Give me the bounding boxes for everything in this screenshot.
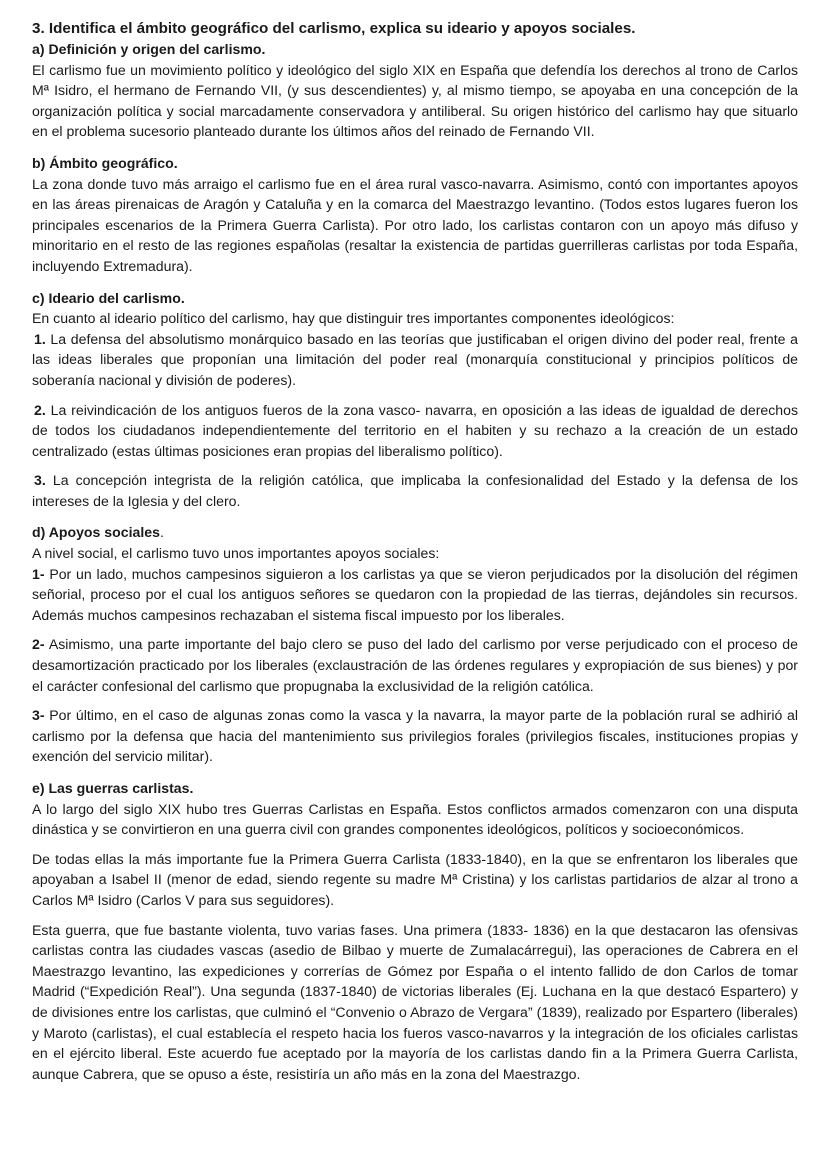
section-c-item-3 — [32, 470, 798, 511]
section-d-heading-tail: . — [159, 524, 164, 541]
section-a-heading: a) Definición y origen del carlismo. — [32, 41, 266, 57]
section-b-heading: b) Ámbito geográfico. — [32, 154, 178, 171]
item-number: 1. — [34, 330, 46, 347]
item-text: La reivindicación de los antiguos fueros de la zona vasco- navarra, en oposición a las ideas de igualdad de derechos de todos los ciudadanos independientemente del territorio en el habiten y su rechazo a la creación de un estado centralizado (estas últimas posiciones eran propias del liberalismo político). — [32, 401, 798, 459]
section-e-paragraph-1: A lo largo del siglo XIX hubo tres Guerras Carlistas en España. Estos conflictos armados comenzaron con una disputa dinástica y se convirtieron en una guerra civil con grandes componentes ideológicos, políticos y socioeconómicos. — [32, 800, 798, 838]
section-e-heading: e) Las guerras carlistas. — [32, 780, 194, 796]
item-text: Asimismo, una parte importante del bajo clero se puso del lado del carlismo por verse perjudicado con el proceso de desamortización practicado por los liberales (exclaustración de las órdenes regulares y expropiación de sus bienes) y por el carácter confesional del carlismo que propugnaba la exclusividad de la religión católica. — [32, 636, 798, 694]
section-c-item-2 — [32, 400, 798, 462]
item-number: 1- — [32, 565, 45, 582]
item-number: 3. — [34, 472, 46, 489]
item-text: Por un lado, muchos campesinos siguieron a los carlistas ya que se vieron perjudicados por la disolución del régimen señorial, proceso por el cual los antiguos señores se quedaron con la propiedad de las tierras, dejándoles sin recursos. Además muchos campesinos rechazaban el sistema fiscal impuesto por los liberales. — [32, 565, 798, 623]
section-b-paragraph: La zona donde tuvo más arraigo el carlismo fue en el área rural vasco-navarra. Asimismo, contó con importantes apoyos en las áreas pirenaicas de Aragón y Cataluña y en la comarca del Maestrazgo levantino. (Todos estos lugares fueron los principales escenarios de la Primera Guerra Carlista). Por otro lado, los carlistas contaron con un apoyo más difuso y minoritario en el resto de las regiones españolas (resaltar la existencia de partidas guerrilleras carlistas por toda España, incluyendo Extremadura). — [32, 175, 798, 274]
question-title: 3. Identifica el ámbito geográfico del carlismo, explica su ideario y apoyos sociales. — [32, 20, 636, 37]
section-d-item-1 — [32, 564, 798, 626]
section-c-intro: En cuanto al ideario político del carlismo, hay que distinguir tres importantes componentes ideológicos: — [32, 310, 675, 327]
item-text: La concepción integrista de la religión católica, que implicaba la confesionalidad del Estado y la defensa de los intereses de la Iglesia y del clero. — [32, 472, 798, 509]
item-number: 2- — [32, 636, 45, 653]
section-c-item-1 — [32, 329, 798, 391]
section-e-paragraph-2: De todas ellas la más importante fue la Primera Guerra Carlista (1833-1840), en la que se enfrentaron los liberales que apoyaban a Isabel II (menor de edad, siendo regente su madre Mª Cristina) y los carlistas partidarios de alzar al trono a Carlos Mª Isidro (Carlos V para sus seguidores). — [32, 850, 798, 908]
section-e-paragraph-3: Esta guerra, que fue bastante violenta, tuvo varias fases. Una primera (1833- 1836) en la que destacaron las ofensivas carlistas contra las ciudades vascas (asedio de Bilbao y muerte de Zumalacárregui), las operaciones de Cabrera en el Maestrazgo levantino, las expediciones y correrías de Gómez por España o el intento fallido de don Carlos de tomar Madrid (“Expedición Real”). Una segunda (1837-1840) de victorias liberales (Ej. Luchana en la que destacó Espartero) y de divisiones entre los carlistas, que culminó el “Convenio o Abrazo de Vergara” (1839), realizado por Espartero (liberales) y Maroto (carlistas), el cual establecía el respeto hacia los fueros vasco-navarros y la integración de los oficiales carlistas en el ejército liberal. Este acuerdo fue aceptado por la mayoría de los carlistas dando fin a la Primera Guerra Carlista, aunque Cabrera, que se opuso a éste, resistiría un año más en la zona del Maestrazgo. — [32, 921, 798, 1082]
item-text: La defensa del absolutismo monárquico basado en las teorías que justificaban el origen divino del poder real, frente a las ideas liberales que proponían una limitación del poder real (monarquía constitucional y principios políticos de soberanía nacional y división de poderes). — [32, 330, 798, 388]
item-text: Por último, en el caso de algunas zonas como la vasca y la navarra, la mayor parte de la población rural se adhirió al carlismo por la defensa que hacia del mantenimiento sus privilegios forales (privilegios fiscales, instituciones propias y exención del servicio militar). — [32, 707, 798, 765]
document-page — [32, 18, 798, 1084]
section-d-heading — [32, 522, 798, 543]
section-d-item-2 — [32, 634, 798, 696]
section-d-heading-bold: d) Apoyos sociales — [32, 524, 160, 541]
item-number: 2. — [34, 401, 46, 418]
section-c-heading: c) Ideario del carlismo. — [32, 289, 185, 306]
section-a-paragraph: El carlismo fue un movimiento político y ideológico del siglo XIX en España que defendía los derechos al trono de Carlos Mª Isidro, el hermano de Fernando VII, (y sus descendientes) y, al mismo tiempo, se apoyaba en una concepción de la organización política y social marcadamente conservadora y antiliberal. Su origen histórico del carlismo hay que situarlo en el problema sucesorio planteado durante los últimos años del reinado de Fernando VII. — [32, 61, 798, 140]
section-d-intro: A nivel social, el carlismo tuvo unos importantes apoyos sociales: — [32, 545, 440, 562]
section-d-item-3 — [32, 705, 798, 767]
item-number: 3- — [32, 707, 45, 724]
